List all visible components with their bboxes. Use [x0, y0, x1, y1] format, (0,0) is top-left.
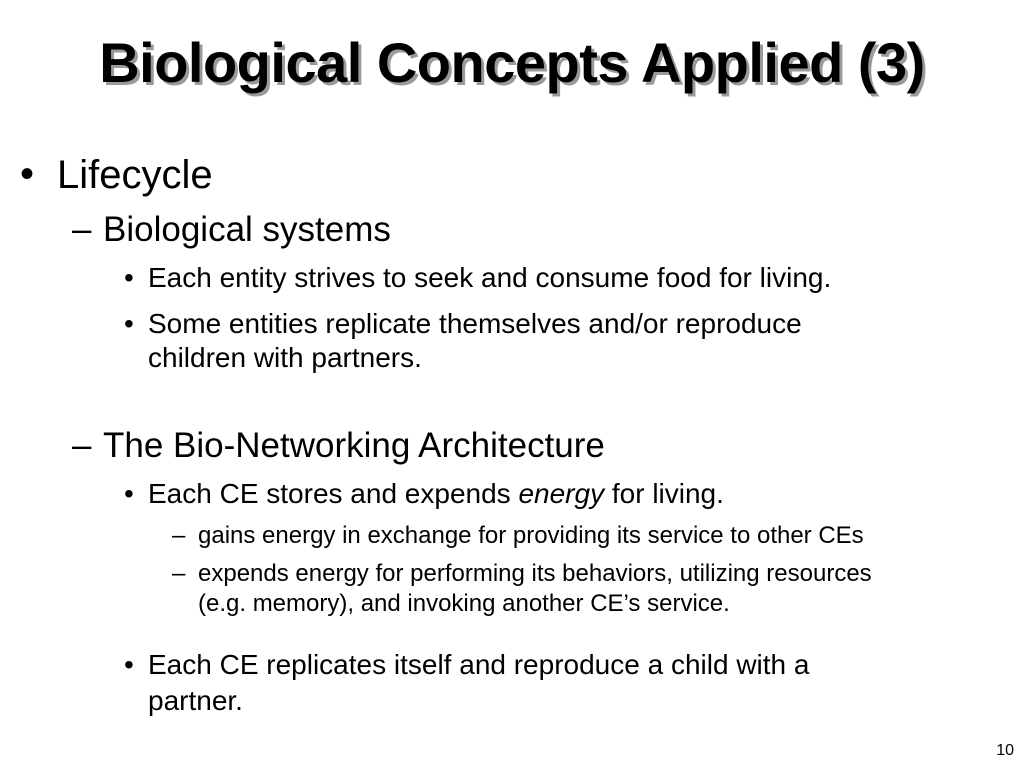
subheading-biological-systems: Biological systems	[103, 210, 391, 249]
bullet-replicates-line1: Each CE replicates itself and reproduce a child with a	[148, 649, 810, 680]
dash-marker: –	[72, 426, 92, 465]
bullet-energy	[148, 478, 724, 510]
bullet-marker: •	[124, 649, 134, 680]
bullet-replicates-line2: partner.	[148, 685, 243, 716]
dash-marker: –	[172, 522, 186, 549]
bullet-marker: •	[124, 262, 134, 293]
dash-marker: –	[172, 560, 186, 587]
slide-title: Biological Concepts Applied (3)	[99, 31, 925, 94]
bullet-marker: •	[124, 308, 134, 339]
dash-marker: –	[72, 210, 92, 249]
page-number: 10	[996, 742, 1014, 759]
bullet-replicate-line2: children with partners.	[148, 342, 422, 373]
bullet-replicate-line1: Some entities replicate themselves and/or reproduce	[148, 308, 802, 339]
energy-text-after: for living.	[604, 478, 724, 509]
subitem-expends-energy-line1: expends energy for performing its behaviors, utilizing resources	[198, 560, 872, 587]
bullet-marker: •	[20, 152, 35, 196]
subitem-expends-energy-line2: (e.g. memory), and invoking another CE’s service.	[198, 590, 730, 617]
energy-text-before: Each CE stores and expends	[148, 478, 519, 509]
subheading-bio-networking-architecture: The Bio-Networking Architecture	[103, 426, 605, 465]
energy-emphasis: energy	[518, 478, 605, 509]
bullet-food-for-living: Each entity strives to seek and consume food for living.	[148, 262, 832, 293]
bullet-lifecycle: Lifecycle	[57, 153, 213, 197]
subitem-gains-energy: gains energy in exchange for providing its service to other CEs	[198, 522, 864, 549]
bullet-marker: •	[124, 478, 134, 509]
